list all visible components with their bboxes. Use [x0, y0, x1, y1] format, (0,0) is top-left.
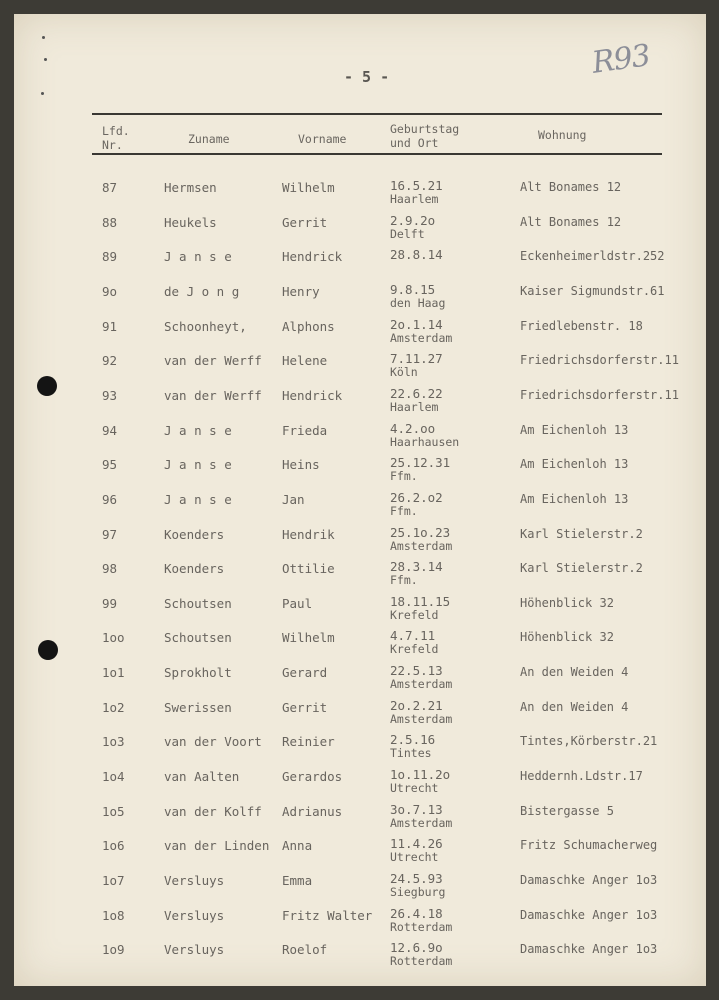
birth-date: 2o.1.14	[390, 316, 443, 332]
birth-place: Krefeld	[390, 642, 439, 657]
surname: van der Voort	[164, 734, 262, 750]
birth-date: 11.4.26	[390, 836, 443, 852]
birth-place: Köln	[390, 365, 418, 380]
header-rule-bottom	[92, 153, 662, 155]
firstname: Anna	[282, 838, 313, 854]
birth-place: Amsterdam	[390, 538, 453, 553]
table-row	[14, 698, 706, 732]
header-birth-line2: und Ort	[390, 136, 439, 150]
firstname: Adrianus	[282, 803, 343, 819]
birth-place: Haarlem	[390, 192, 439, 206]
birth-place: Rotterdam	[390, 954, 453, 969]
surname: Koenders	[164, 561, 225, 577]
surname: van der Werff	[164, 353, 262, 369]
row-number: 98	[102, 561, 118, 577]
table-row	[14, 386, 706, 420]
row-number: 1o1	[102, 665, 125, 681]
birth-date: 2.5.16	[390, 732, 436, 748]
row-number: 97	[102, 526, 118, 542]
birth-place: Ffm.	[390, 503, 418, 518]
address: Eckenheimerldstr.252	[520, 249, 665, 264]
row-number: 88	[102, 214, 118, 230]
birth-date: 2.9.2o	[390, 212, 436, 228]
birth-place: Delft	[390, 226, 425, 241]
document-page	[14, 14, 706, 986]
address: Alt Bonames 12	[520, 180, 622, 194]
address: Friedlebenstr. 18	[520, 318, 643, 333]
row-number: 93	[102, 387, 118, 403]
row-number: 1o9	[102, 942, 125, 958]
firstname: Ottilie	[282, 561, 335, 577]
firstname: Roelof	[282, 942, 328, 958]
firstname: Reinier	[282, 734, 335, 750]
row-number: 1o5	[102, 803, 125, 819]
address: Höhenblick 32	[520, 595, 614, 610]
surname: van der Linden	[164, 838, 270, 854]
address: Höhenblick 32	[520, 630, 614, 645]
surname: Hermsen	[164, 180, 217, 195]
address: Friedrichsdorferstr.11	[520, 353, 679, 368]
firstname: Paul	[282, 595, 313, 611]
firstname: Frieda	[282, 422, 328, 438]
table-row	[14, 213, 706, 247]
firstname: Gerard	[282, 665, 328, 681]
surname: van Aalten	[164, 769, 240, 785]
birth-date: 4.7.11	[390, 628, 436, 644]
firstname: Henry	[282, 283, 320, 299]
address: Damaschke Anger 1o3	[520, 907, 658, 922]
ink-speck	[44, 58, 47, 61]
row-number: 91	[102, 318, 118, 334]
firstname: Gerrit	[282, 214, 328, 230]
table-row	[14, 594, 706, 628]
address: Friedrichsdorferstr.11	[520, 387, 679, 402]
birth-date: 24.5.93	[390, 871, 443, 886]
header-nr-line1: Lfd.	[102, 124, 130, 138]
birth-date: 25.12.31	[390, 455, 451, 471]
header-birth-line1: Geburtstag	[390, 122, 460, 136]
page-number: - 5 -	[344, 68, 390, 86]
firstname: Jan	[282, 491, 305, 507]
firstname: Hendrik	[282, 526, 335, 542]
birth-date: 4.2.oo	[390, 420, 436, 436]
surname: Heukels	[164, 214, 217, 230]
address: Fritz Schumacherweg	[520, 838, 658, 853]
surname: van der Werff	[164, 387, 262, 403]
row-number: 1o7	[102, 873, 125, 888]
surname: J a n s e	[164, 249, 232, 265]
birth-date: 7.11.27	[390, 351, 443, 367]
surname: Sprokholt	[164, 665, 232, 681]
address: Am Eichenloh 13	[520, 491, 629, 506]
firstname: Hendrick	[282, 387, 343, 403]
birth-place: Tintes	[390, 746, 432, 761]
birth-date: 28.3.14	[390, 559, 443, 575]
birth-place: Rotterdam	[390, 919, 453, 934]
surname: J a n s e	[164, 422, 232, 438]
header-firstname: Vorname	[298, 132, 347, 146]
birth-date: 22.5.13	[390, 663, 443, 679]
address: Am Eichenloh 13	[520, 457, 629, 472]
birth-date: 26.2.o2	[390, 489, 443, 505]
handwritten-annotation: R93	[589, 38, 652, 81]
table-row	[14, 732, 706, 766]
row-number: 87	[102, 180, 118, 195]
birth-place: Siegburg	[390, 885, 446, 899]
firstname: Alphons	[282, 318, 335, 334]
table-row	[14, 663, 706, 697]
table-row	[14, 282, 706, 316]
firstname: Hendrick	[282, 249, 343, 265]
surname: Schoutsen	[164, 630, 232, 646]
address: Kaiser Sigmundstr.61	[520, 283, 665, 298]
firstname: Helene	[282, 353, 328, 369]
address: An den Weiden 4	[520, 699, 629, 714]
surname: Schoonheyt,	[164, 318, 247, 334]
table-row	[14, 940, 706, 974]
address: Damaschke Anger 1o3	[520, 942, 658, 957]
birth-date: 16.5.21	[390, 178, 443, 193]
birth-date: 28.8.14	[390, 247, 443, 263]
address: Tintes,Körberstr.21	[520, 734, 658, 749]
surname: de J o n g	[164, 283, 240, 299]
table-row	[14, 836, 706, 870]
row-number: 1o8	[102, 907, 125, 923]
surname: Versluys	[164, 907, 225, 923]
surname: van der Kolff	[164, 803, 262, 819]
firstname: Fritz Walter	[282, 907, 373, 923]
firstname: Emma	[282, 873, 313, 888]
table-row	[14, 490, 706, 524]
table-row	[14, 421, 706, 455]
birth-date: 9.8.15	[390, 281, 436, 297]
table-row	[14, 906, 706, 940]
birth-date: 1o.11.2o	[390, 767, 451, 783]
birth-place: Amsterdam	[390, 815, 453, 830]
birth-place: Amsterdam	[390, 711, 453, 726]
address: Bistergasse 5	[520, 803, 614, 818]
table-row	[14, 178, 706, 212]
table-row	[14, 247, 706, 281]
row-number: 1o3	[102, 734, 125, 750]
address: Heddernh.Ldstr.17	[520, 769, 643, 784]
birth-date: 22.6.22	[390, 385, 443, 401]
birth-date: 3o.7.13	[390, 801, 443, 817]
row-number: 96	[102, 491, 118, 507]
row-number: 1o4	[102, 769, 125, 785]
firstname: Gerrit	[282, 699, 328, 715]
address: Karl Stielerstr.2	[520, 526, 643, 541]
firstname: Gerardos	[282, 769, 343, 785]
surname: Swerissen	[164, 699, 232, 715]
surname: J a n s e	[164, 491, 232, 507]
header-nr	[102, 124, 130, 152]
birth-place: Utrecht	[390, 850, 439, 865]
address: Alt Bonames 12	[520, 214, 622, 229]
birth-place: Utrecht	[390, 781, 439, 796]
table-row	[14, 767, 706, 801]
table-row	[14, 317, 706, 351]
ink-speck	[42, 36, 45, 39]
row-number: 9o	[102, 283, 118, 299]
table-row	[14, 525, 706, 559]
birth-place: den Haag	[390, 295, 446, 310]
surname: Schoutsen	[164, 595, 232, 611]
table-row	[14, 871, 706, 905]
address: Karl Stielerstr.2	[520, 561, 643, 576]
surname: Koenders	[164, 526, 225, 542]
table-row	[14, 802, 706, 836]
row-number: 1o6	[102, 838, 125, 854]
row-number: 94	[102, 422, 118, 438]
firstname: Heins	[282, 457, 320, 473]
birth-place: Ffm.	[390, 573, 418, 588]
address: An den Weiden 4	[520, 665, 629, 680]
row-number: 1o2	[102, 699, 125, 715]
birth-date: 12.6.9o	[390, 940, 443, 956]
birth-place: Amsterdam	[390, 677, 453, 692]
row-number: 92	[102, 353, 118, 369]
birth-date: 26.4.18	[390, 905, 443, 921]
address: Am Eichenloh 13	[520, 422, 629, 437]
birth-place: Haarlem	[390, 399, 439, 414]
row-number: 99	[102, 595, 118, 611]
header-surname: Zuname	[188, 132, 230, 146]
table-row	[14, 455, 706, 489]
header-nr-line2: Nr.	[102, 138, 123, 152]
birth-place: Krefeld	[390, 607, 439, 622]
header-rule-top	[92, 113, 662, 115]
birth-date: 2o.2.21	[390, 697, 443, 713]
address: Damaschke Anger 1o3	[520, 873, 658, 887]
birth-place: Ffm.	[390, 469, 418, 484]
birth-date: 18.11.15	[390, 593, 451, 609]
header-address: Wohnung	[538, 128, 587, 142]
ink-speck	[41, 92, 44, 95]
row-number: 1oo	[102, 630, 125, 646]
table-row	[14, 628, 706, 662]
table-row	[14, 559, 706, 593]
header-birth	[390, 122, 459, 150]
surname: Versluys	[164, 942, 225, 958]
birth-place: Amsterdam	[390, 330, 453, 345]
birth-place: Haarhausen	[390, 434, 460, 449]
firstname: Wilhelm	[282, 180, 335, 195]
row-number: 95	[102, 457, 118, 473]
surname: Versluys	[164, 873, 225, 888]
birth-date: 25.1o.23	[390, 524, 451, 540]
firstname: Wilhelm	[282, 630, 335, 646]
row-number: 89	[102, 249, 118, 265]
table-row	[14, 351, 706, 385]
surname: J a n s e	[164, 457, 232, 473]
